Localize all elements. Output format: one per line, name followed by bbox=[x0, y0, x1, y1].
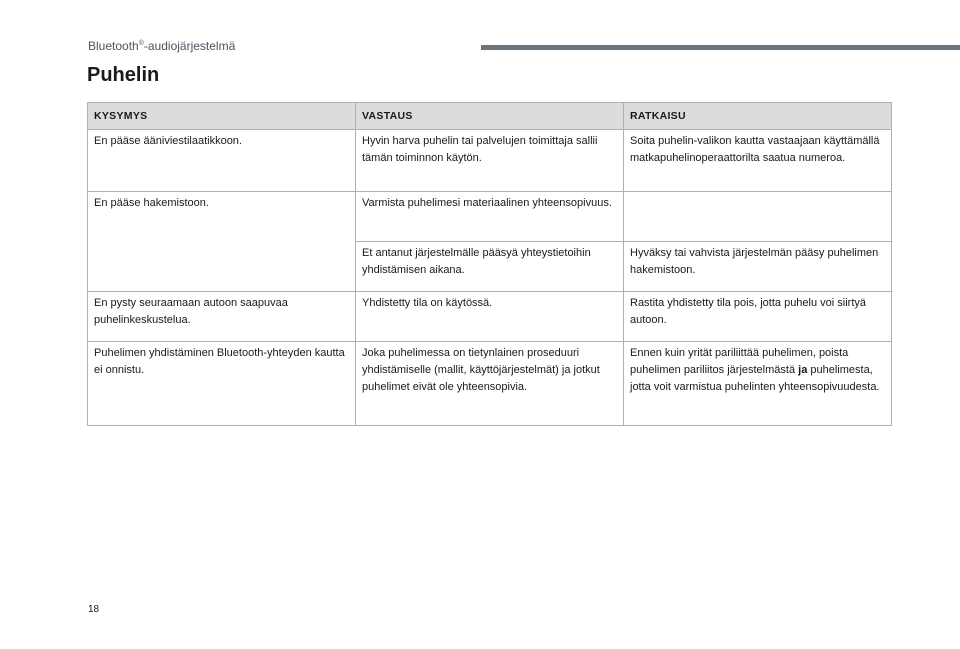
table-row bbox=[88, 192, 892, 242]
question-cell: Puhelimen yhdistäminen Bluetooth-yhteyden kautta ei onnistu. bbox=[88, 342, 356, 426]
solution-cell: Hyväksy tai vahvista järjestelmän pääsy puhelimen hakemistoon. bbox=[624, 242, 892, 292]
section-title-prefix: Bluetooth bbox=[88, 39, 139, 53]
table-header-row bbox=[88, 103, 892, 130]
question-cell: En pääse ääniviestilaatikkoon. bbox=[88, 130, 356, 192]
faq-table bbox=[87, 102, 892, 426]
section-title-suffix: -audiojärjestelmä bbox=[143, 39, 236, 53]
column-header-solution: RATKAISU bbox=[624, 103, 892, 130]
page-number: 18 bbox=[88, 604, 100, 615]
table-row bbox=[88, 342, 892, 426]
column-header-answer: VASTAUS bbox=[356, 103, 624, 130]
solution-text-emphasis: ja bbox=[798, 364, 808, 376]
section-title bbox=[88, 39, 235, 53]
table-row bbox=[88, 292, 892, 342]
answer-cell: Joka puhelimessa on tietynlainen proseduuri yhdistämiselle (mallit, käyttöjärjestelmät) ja jotkut puhelimet eivät ole yhteensopivia. bbox=[356, 342, 624, 426]
solution-text-part1: Ennen kuin yrität pariliittää puhelimen, poista puhelimen pariliitos järjestelmästä bbox=[630, 347, 849, 376]
solution-cell: Soita puhelin-valikon kautta vastaajaan käyttämällä matkapuhelinoperaattorilta saatua numeroa. bbox=[624, 130, 892, 192]
answer-cell: Yhdistetty tila on käytössä. bbox=[356, 292, 624, 342]
question-cell: En pysty seuraamaan autoon saapuvaa puhelinkeskustelua. bbox=[88, 292, 356, 342]
table-row bbox=[88, 130, 892, 192]
solution-cell bbox=[624, 342, 892, 426]
solution-cell bbox=[624, 192, 892, 242]
solution-cell: Rastita yhdistetty tila pois, jotta puhelu voi siirtyä autoon. bbox=[624, 292, 892, 342]
answer-cell: Et antanut järjestelmälle pääsyä yhteystietoihin yhdistämisen aikana. bbox=[356, 242, 624, 292]
answer-cell: Varmista puhelimesi materiaalinen yhteensopivuus. bbox=[356, 192, 624, 242]
page-title: Puhelin bbox=[87, 64, 160, 86]
question-cell: En pääse hakemistoon. bbox=[88, 192, 356, 292]
answer-cell: Hyvin harva puhelin tai palvelujen toimittaja sallii tämän toiminnon käytön. bbox=[356, 130, 624, 192]
column-header-question: KYSYMYS bbox=[88, 103, 356, 130]
solution-text-part2: puhelimesta, jotta voit varmistua puhelinten yhteensopivuudesta. bbox=[630, 364, 880, 393]
registered-mark: ® bbox=[138, 40, 144, 47]
header-bar bbox=[481, 45, 960, 50]
